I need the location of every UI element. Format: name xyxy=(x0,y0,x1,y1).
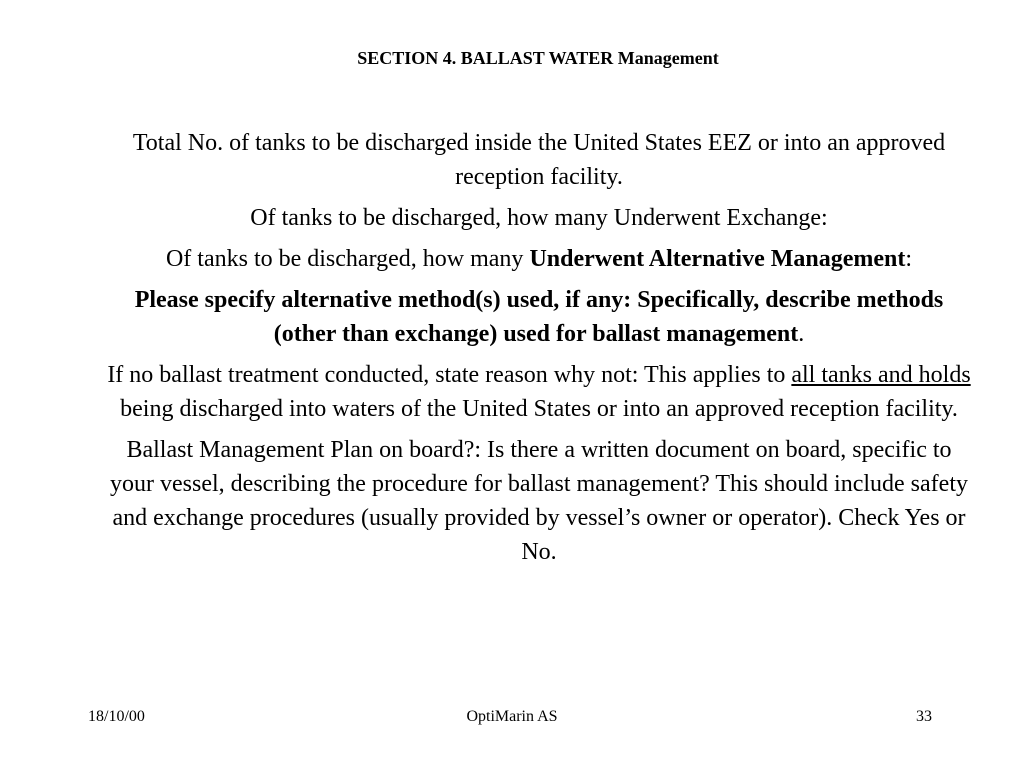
paragraph-management-plan: Ballast Management Plan on board?: Is there a written document on board, specific to your vessel, describing the procedure for ballast management? This should include safety and exchange procedures (usually provided by vessel’s owner or operator). Check Yes or No. xyxy=(110,437,968,565)
bold-text: Please specify alternative method(s) used, if any: Specifically, describe methods (other than exchange) used for ballast management xyxy=(134,287,944,347)
paragraph-no-treatment xyxy=(105,358,973,426)
bold-text: Underwent Alternative Management xyxy=(529,246,906,272)
paragraph-tail: . xyxy=(798,321,805,347)
paragraph-text: Of tanks to be discharged, how many xyxy=(165,246,530,272)
paragraph-underwent-exchange: Of tanks to be discharged, how many Underwent Exchange: xyxy=(250,205,828,231)
underlined-text: all tanks and holds xyxy=(791,362,971,388)
footer-company: OptiMarin AS xyxy=(466,708,558,725)
paragraph-specify-method xyxy=(105,283,973,351)
slide-title: SECTION 4. BALLAST WATER Management xyxy=(357,48,719,68)
paragraph-tail: : xyxy=(905,246,913,272)
paragraph-tail: being discharged into waters of the United States or into an approved reception facility. xyxy=(120,396,958,422)
paragraph-text: If no ballast treatment conducted, state reason why not: This applies to xyxy=(107,362,792,388)
paragraph-alternative-management xyxy=(105,242,973,276)
footer-date: 18/10/00 xyxy=(88,708,145,725)
paragraph-total-tanks: Total No. of tanks to be discharged inside the United States EEZ or into an approved reception facility. xyxy=(132,130,946,190)
slide-body xyxy=(105,126,973,576)
footer-page-number: 33 xyxy=(916,708,932,725)
